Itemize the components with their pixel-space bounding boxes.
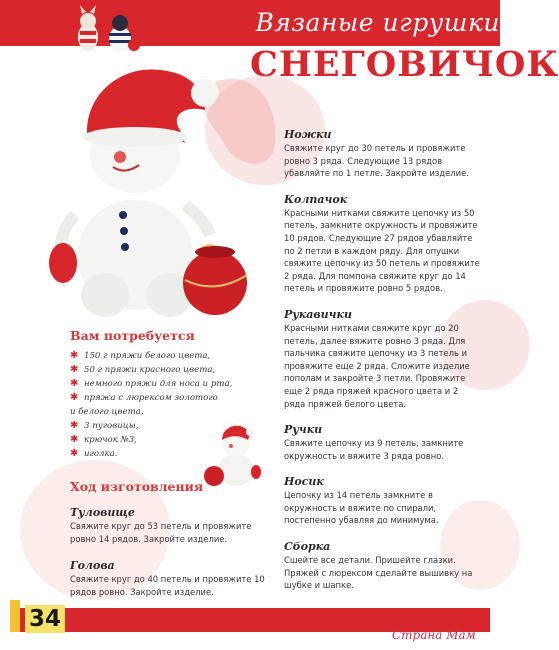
section-title: Ручки [284,423,323,437]
small-snowman-photo [198,410,268,490]
section-title: Колпачок [284,192,348,206]
section-nose [284,475,480,527]
asterisk-icon: ✱ [70,378,79,389]
section-title: Ножки [284,128,332,141]
asterisk-icon: ✱ [70,448,79,459]
section-text: Свяжите круг до 53 петель и провяжите ровно 14 рядов. Закройте изделие. [70,521,252,544]
section-legs [284,128,480,180]
section-hat [284,193,480,295]
section-text: Свяжите круг до 40 петель и провяжите 10 рядов ровно. Закройте изделие. [70,574,265,597]
materials-heading: Вам потребуется [70,328,195,343]
page-number: 34 [25,605,65,633]
section-text: Красными нитками свяжите круг до 20 петель, далее вяжите ровно 3 ряда. Для пальчика свяжите цепочку из 3 петель и провяжите еще 2 ряда. Сложите изделие пополам и закройте 3 петли. Провяжите еще 2 ряда пряжей красного цвета и 2 ряда пряжей белого цвета. [284,322,470,409]
section-title: Голова [70,559,115,573]
section-text: Сшейте все детали. Пришейте глазки. Пряжей с люрексом сделайте вышивку на шубке и шапке. [284,555,473,591]
section-title: Туловище [70,506,135,519]
instructions-right-column [284,128,480,605]
list-item: ✱ пряжа с люрексом золотого [70,392,218,403]
section-text: Свяжите круг до 30 петель и провяжите ровно 3 ряда. Следующие 13 рядов убавляйте по 1 петле. Закройте изделие. [284,143,469,179]
section-body [70,506,270,545]
watermark: Страна Мам [392,628,476,642]
article-title: СНЕГОВИЧОК [250,44,559,85]
asterisk-icon: ✱ [70,350,79,361]
section-text: Цепочку из 14 петель замкните в окружность и вяжите по спирали, постепенно убавляя до минимума. [284,490,439,526]
steps-heading: Ход изготовления [70,479,204,494]
section-title: Рукавички [284,307,352,321]
section-text: Красными нитками свяжите цепочку из 50 петель, замкните окружность и провяжите 10 рядов. Следующие 27 рядов убавляйте по 2 петли в каждом ряду. Для опушки свяжите цепочку из 50 петель и провяжите 2 ряда. Для помпона свяжите круг до 14 петель и провяжите ровно 5 рядов. [284,207,480,294]
section-arms [284,423,480,462]
list-item: ✱ 3 пуговицы, [70,420,139,431]
list-item-continuation: и белого цвета, [70,407,144,417]
section-title: Сборка [284,540,331,554]
list-item: ✱ иголка. [70,448,118,459]
footer-accent [10,600,20,632]
page-title: Вязаные игрушки [255,8,500,37]
section-text: Свяжите цепочку из 9 петель, замкните окружность и вяжите 3 ряда ровно. [284,438,464,461]
asterisk-icon: ✱ [70,420,79,431]
list-item: ✱ немного пряжи для носа и рта, [70,378,233,389]
list-item: ✱ 50 г пряжи красного цвета, [70,364,216,375]
section-title: Носик [284,475,324,489]
asterisk-icon: ✱ [70,364,79,375]
section-mittens [284,308,480,410]
section-assembly [284,540,480,592]
asterisk-icon: ✱ [70,434,79,445]
steps-section [70,479,270,612]
section-head [70,559,270,598]
mini-toys-illustration [68,5,148,57]
list-item: ✱ крючок №3, [70,434,137,445]
list-item: ✱ 150 г пряжи белого цвета, [70,350,211,361]
asterisk-icon: ✱ [70,392,79,403]
